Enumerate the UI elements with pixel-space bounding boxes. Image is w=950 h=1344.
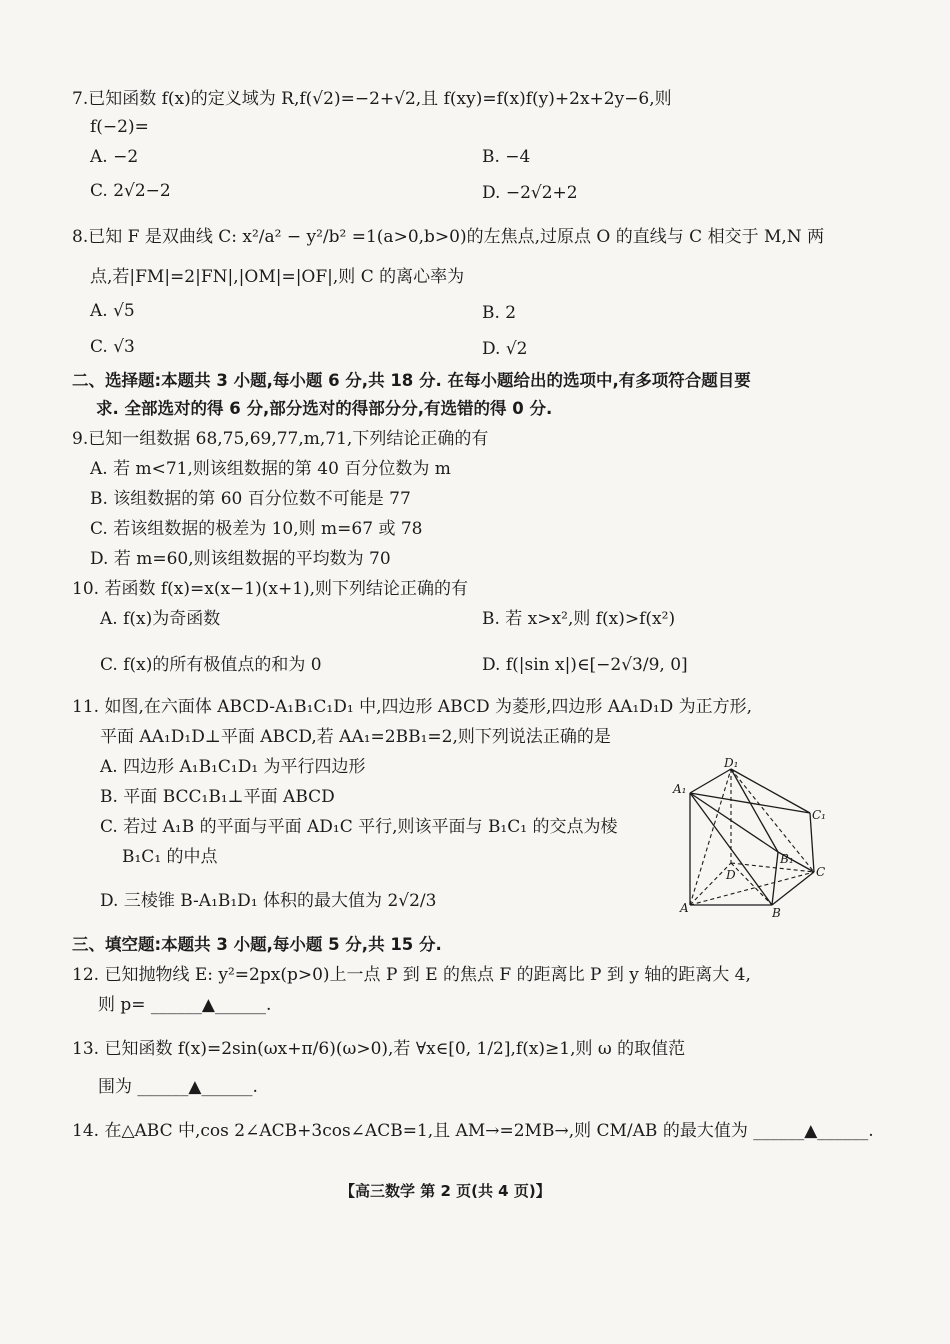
label-a1: A₁ [673,782,687,796]
label-d: D [726,868,736,882]
q7-option-c: C. 2√2−2 [90,181,171,201]
section2-heading-line1: 二、选择题:本题共 3 小题,每小题 6 分,共 18 分. 在每小题给出的选项中,有多项符合题目要 [72,371,751,390]
label-c: C [816,865,826,879]
page-footer: 【高三数学 第 2 页(共 4 页)】 [340,1182,551,1200]
q11-option-b: B. 平面 BCC₁B₁⊥平面 ABCD [100,787,335,807]
q10-option-c: C. f(x)的所有极值点的和为 0 [100,655,322,675]
q11-option-c-line1: C. 若过 A₁B 的平面与平面 AD₁C 平行,则该平面与 B₁C₁ 的交点为棱 [100,817,618,837]
q9-stem: 9.已知一组数据 68,75,69,77,m,71,下列结论正确的有 [72,429,489,449]
label-d1: D₁ [724,756,739,770]
hexahedron-diagram [668,755,833,920]
label-a: A [680,901,689,915]
q11-option-d: D. 三棱锥 B-A₁B₁D₁ 体积的最大值为 2√2/3 [100,891,437,911]
q11-stem-line1: 11. 如图,在六面体 ABCD-A₁B₁C₁D₁ 中,四边形 ABCD 为菱形,四边形 AA₁D₁D 为正方形, [72,697,753,717]
q12-stem-line2: 则 p= ______▲______. [98,995,272,1015]
q13-stem-line1: 13. 已知函数 f(x)=2sin(ωx+π/6)(ω>0),若 ∀x∈[0, 1/2],f(x)≥1,则 ω 的取值范 [72,1039,686,1059]
q7-stem-line2: f(−2)= [90,117,149,137]
q8-option-d: D. √2 [482,339,528,359]
hexahedron-figure [668,755,833,924]
q10-option-a: A. f(x)为奇函数 [100,609,221,629]
q8-stem-line1: 8.已知 F 是双曲线 C: x²/a² − y²/b² =1(a>0,b>0)的左焦点,过原点 O 的直线与 C 相交于 M,N 两 [72,227,825,247]
label-c1: C₁ [812,808,826,822]
edge-a1-b1 [690,793,778,852]
label-b1: B₁ [780,852,794,866]
q11-option-a: A. 四边形 A₁B₁C₁D₁ 为平行四边形 [100,757,366,777]
edge-d1-c [731,769,814,872]
edge-d-b [731,863,772,905]
q7-option-b: B. −4 [482,147,531,167]
section2-heading-line2: 求. 全部选对的得 6 分,部分选对的得部分分,有选错的得 0 分. [96,399,553,418]
q10-option-b: B. 若 x>x²,则 f(x)>f(x²) [482,609,676,629]
q8-option-b: B. 2 [482,303,517,323]
q8-stem-line2: 点,若|FM|=2|FN|,|OM|=|OF|,则 C 的离心率为 [90,267,465,287]
edge-b-b1 [772,852,778,905]
section3-heading: 三、填空题:本题共 3 小题,每小题 5 分,共 15 分. [72,935,442,954]
edge-b-c [772,872,814,905]
q12-stem-line1: 12. 已知抛物线 E: y²=2px(p>0)上一点 P 到 E 的焦点 F 的距离比 P 到 y 轴的距离大 4, [72,965,751,985]
label-b: B [772,906,781,920]
q7-stem-line1: 7.已知函数 f(x)的定义域为 R,f(√2)=−2+√2,且 f(xy)=f(x)f(y)+2x+2y−6,则 [72,89,672,109]
q8-option-c: C. √3 [90,337,135,357]
q10-stem: 10. 若函数 f(x)=x(x−1)(x+1),则下列结论正确的有 [72,579,469,599]
q11-stem-line2: 平面 AA₁D₁D⊥平面 ABCD,若 AA₁=2BB₁=2,则下列说法正确的是 [100,727,611,747]
q10-option-d: D. f(|sin x|)∈[−2√3/9, 0] [482,655,688,675]
q11-option-c-line2: B₁C₁ 的中点 [122,847,218,867]
q7-option-a: A. −2 [90,147,139,167]
q9-option-c: C. 若该组数据的极差为 10,则 m=67 或 78 [90,519,423,539]
q7-option-d: D. −2√2+2 [482,183,578,203]
q9-option-d: D. 若 m=60,则该组数据的平均数为 70 [90,549,391,569]
q9-option-b: B. 该组数据的第 60 百分位数不可能是 77 [90,489,411,509]
q9-option-a: A. 若 m<71,则该组数据的第 40 百分位数为 m [90,459,451,479]
q8-option-a: A. √5 [90,301,135,321]
q14-stem: 14. 在△ABC 中,cos 2∠ACB+3cos∠ACB=1,且 AM→=2MB→,则 CM/AB 的最大值为 ______▲______. [72,1121,874,1141]
q13-stem-line2: 围为 ______▲______. [98,1077,258,1097]
